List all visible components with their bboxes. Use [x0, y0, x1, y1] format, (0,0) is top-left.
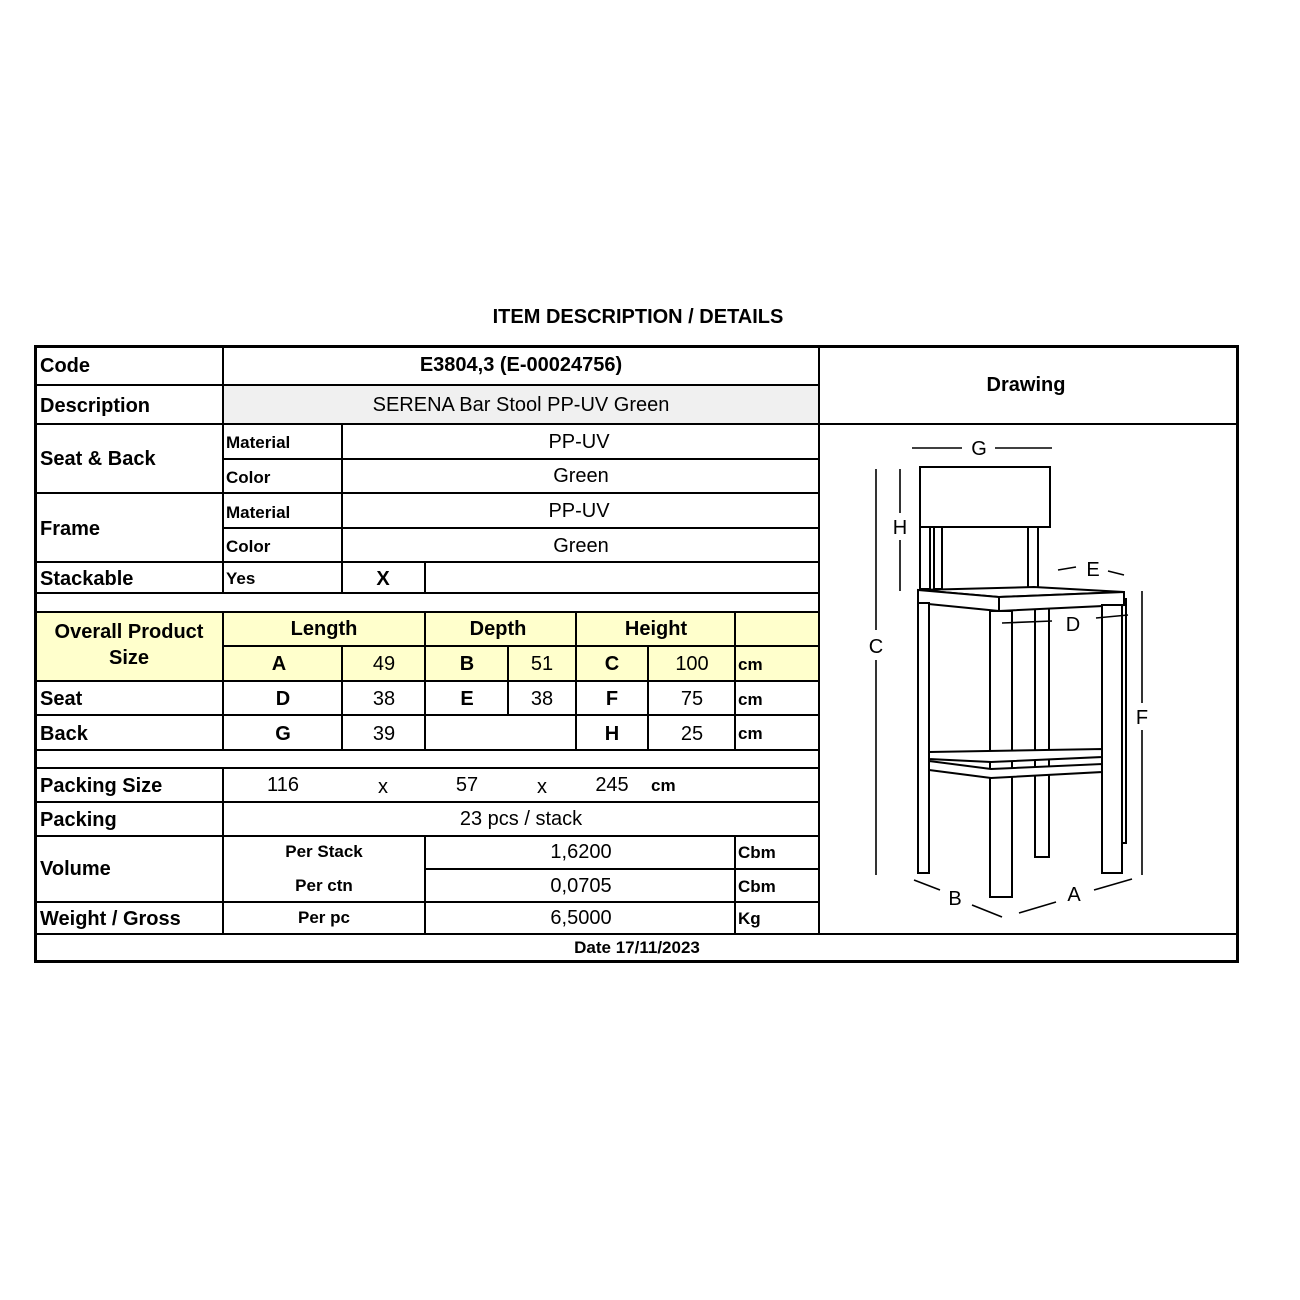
seat-back-color-label: Color	[226, 468, 271, 487]
drawing-letter-c: C	[868, 636, 884, 658]
weight-label: Weight / Gross	[40, 908, 181, 930]
per-ctn-value: 0,0705	[550, 875, 612, 897]
back-unit: cm	[738, 724, 763, 743]
packing-value: 23 pcs / stack	[459, 808, 583, 830]
size-unit: cm	[738, 655, 763, 674]
code-value: E3804,3 (E-00024756)	[419, 354, 623, 376]
frame-label: Frame	[40, 518, 101, 540]
size-b-letter: B	[459, 653, 475, 675]
frame-color-label: Color	[226, 537, 271, 556]
description-value: SERENA Bar Stool PP-UV Green	[372, 394, 670, 416]
packing-size-x1: x	[378, 776, 388, 798]
volume-label: Volume	[40, 858, 111, 880]
length-header: Length	[290, 618, 358, 640]
packing-size-width: 57	[455, 774, 479, 796]
date-footer: Date 17/11/2023	[574, 938, 700, 957]
seat-back-material-value: PP-UV	[548, 431, 610, 453]
drawing-letter-h: H	[892, 517, 908, 539]
overall-size-label-line2: Size	[108, 647, 150, 669]
drawing-letter-b: B	[948, 888, 962, 910]
size-a-value: 49	[372, 653, 396, 675]
back-g-value: 39	[372, 723, 396, 745]
code-label: Code	[40, 355, 90, 377]
weight-unit: Kg	[738, 909, 761, 928]
per-stack-unit: Cbm	[738, 843, 776, 862]
per-stack-label: Per Stack	[285, 842, 363, 861]
seat-d-letter: D	[275, 688, 291, 710]
drawing-letter-g: G	[971, 438, 987, 460]
packing-size-x2: x	[537, 776, 547, 798]
size-b-value: 51	[530, 653, 554, 675]
stackable-label: Stackable	[40, 568, 134, 590]
seat-f-letter: F	[605, 688, 619, 710]
spec-sheet	[34, 345, 1239, 963]
drawing-letter-f: F	[1135, 707, 1149, 729]
drawing-letter-a: A	[1067, 884, 1081, 906]
packing-size-height: 245	[595, 774, 629, 796]
back-label: Back	[40, 723, 88, 745]
seat-back-color-value: Green	[553, 465, 609, 487]
frame-material-value: PP-UV	[548, 500, 610, 522]
back-h-letter: H	[604, 723, 620, 745]
per-pc-label: Per pc	[298, 908, 350, 927]
seat-back-material-label: Material	[226, 433, 291, 452]
frame-color-value: Green	[553, 535, 609, 557]
stackable-mark: X	[376, 568, 390, 590]
sheet-title: ITEM DESCRIPTION / DETAILS	[492, 306, 784, 328]
size-a-letter: A	[271, 653, 287, 675]
per-ctn-unit: Cbm	[738, 877, 776, 896]
seat-back-label: Seat & Back	[40, 448, 156, 470]
table-grid	[34, 345, 1239, 963]
seat-label: Seat	[40, 688, 83, 710]
seat-unit: cm	[738, 690, 763, 709]
size-c-value: 100	[675, 653, 709, 675]
frame-material-label: Material	[226, 503, 291, 522]
packing-size-length: 116	[267, 774, 299, 796]
packing-size-unit: cm	[651, 776, 676, 795]
size-c-letter: C	[604, 653, 620, 675]
per-stack-value: 1,6200	[550, 841, 612, 863]
description-label: Description	[40, 395, 151, 417]
drawing-letter-e: E	[1086, 559, 1100, 581]
height-header: Height	[624, 618, 688, 640]
per-pc-value: 6,5000	[550, 907, 612, 929]
seat-e-value: 38	[530, 688, 554, 710]
depth-header: Depth	[469, 618, 527, 640]
seat-f-value: 75	[680, 688, 704, 710]
per-ctn-label: Per ctn	[295, 876, 353, 895]
back-g-letter: G	[275, 723, 291, 745]
stackable-yes-label: Yes	[226, 569, 256, 588]
overall-size-label-line1: Overall Product	[54, 621, 204, 643]
packing-size-label: Packing Size	[40, 775, 163, 797]
packing-label: Packing	[40, 809, 117, 831]
back-h-value: 25	[680, 723, 704, 745]
seat-d-value: 38	[372, 688, 396, 710]
drawing-letter-d: D	[1065, 614, 1081, 636]
drawing-label: Drawing	[986, 374, 1066, 396]
seat-e-letter: E	[460, 688, 474, 710]
